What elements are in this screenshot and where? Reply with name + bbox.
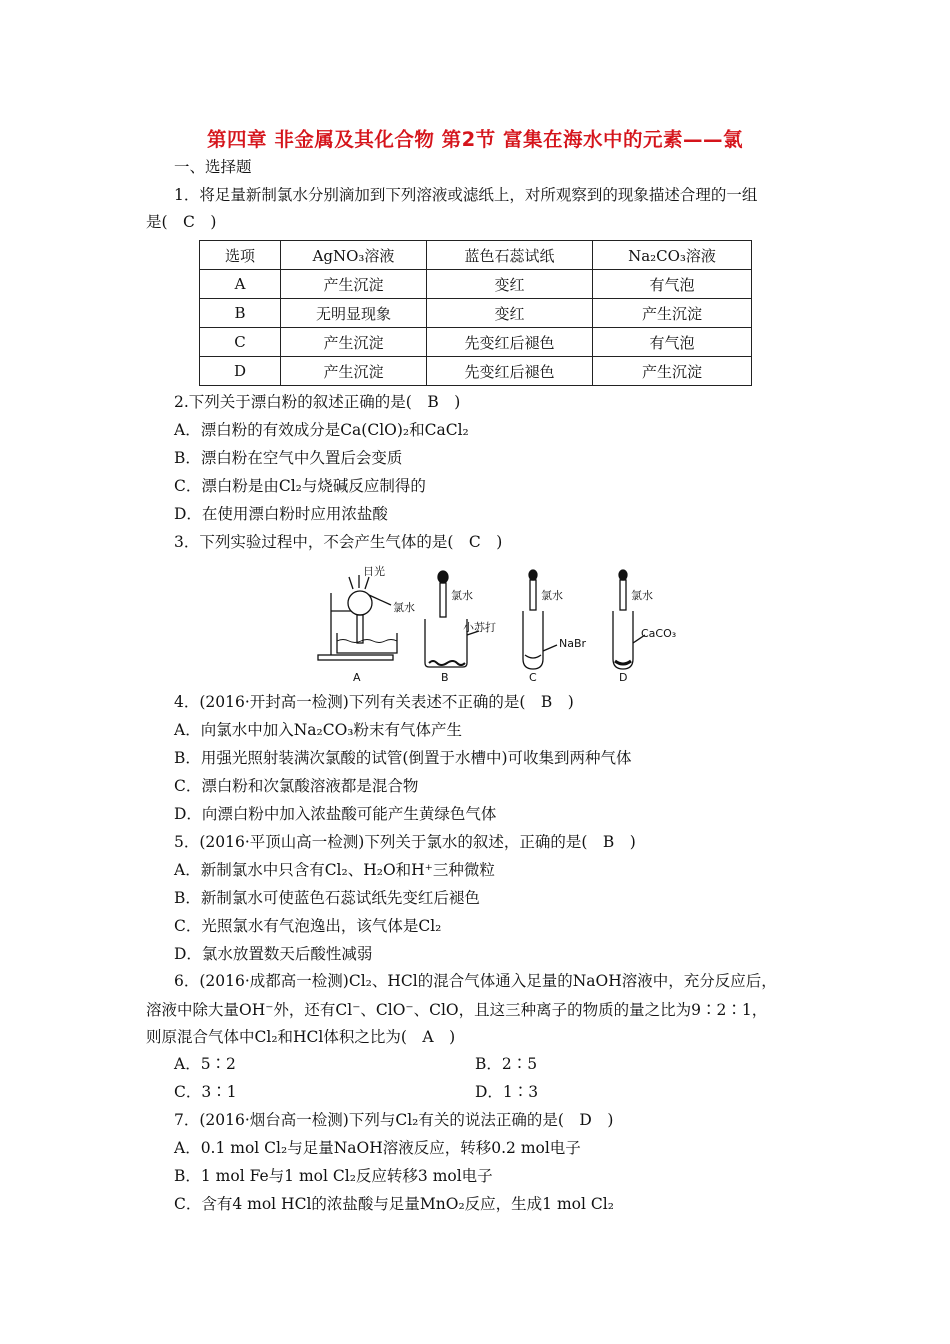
q5-option-b: B．新制氯水可使蓝色石蕊试纸先变红后褪色	[174, 889, 480, 907]
section-heading: 一、选择题	[174, 158, 252, 176]
water-basin	[337, 633, 397, 653]
q2-option-d: D．在使用漂白粉时应用浓盐酸	[174, 505, 388, 523]
table-cell: D	[200, 357, 281, 386]
q4-stem: 4．(2016·开封高一检测)下列有关表述不正确的是( B )	[174, 693, 574, 711]
table-cell: 有气泡	[593, 328, 752, 357]
q1-stem-cont: 是( C )	[146, 213, 217, 231]
q6-option-b: B．2∶5	[475, 1055, 538, 1073]
table-cell: 无明显现象	[281, 299, 427, 328]
table-row	[200, 299, 752, 328]
q2-option-a: A．漂白粉的有效成分是Ca(ClO)₂和CaCl₂	[174, 421, 469, 439]
q2-option-b: B．漂白粉在空气中久置后会变质	[174, 449, 403, 467]
chlorine-water-label: 氯水	[541, 589, 563, 602]
table-cell: 变红	[427, 299, 593, 328]
sunlight-label: 日光	[363, 565, 385, 578]
q4-option-a: A．向氯水中加入Na₂CO₃粉末有气体产生	[174, 721, 462, 739]
q2-option-c: C．漂白粉是由Cl₂与烧碱反应制得的	[174, 477, 426, 495]
table-cell: 先变红后褪色	[427, 328, 593, 357]
table-row	[200, 357, 752, 386]
q5-option-d: D．氯水放置数天后酸性减弱	[174, 945, 373, 963]
beaker	[425, 619, 467, 667]
figure-label-a: A	[353, 671, 361, 683]
q5-option-c: C．光照氯水有气泡逸出，该气体是Cl₂	[174, 917, 442, 935]
q6-option-a: A．5∶2	[174, 1055, 236, 1073]
table-cell: 有气泡	[593, 270, 752, 299]
q6-stem-cont: 则原混合气体中Cl₂和HCl体积之比为( A )	[146, 1028, 456, 1046]
figure-label-c: C	[529, 671, 537, 683]
q6-stem: 6．(2016·成都高一检测)Cl₂、HCl的混合气体通入足量的NaOH溶液中，充分反应后，	[174, 972, 777, 990]
table-header-cell: Na₂CO₃溶液	[593, 241, 752, 270]
baking-soda-label: 小苏打	[463, 621, 496, 634]
figure-label-b: B	[441, 671, 449, 683]
chlorine-water-label: 氯水	[451, 589, 473, 602]
table-cell: 变红	[427, 270, 593, 299]
q1-stem: 1．将足量新制氯水分别滴加到下列溶液或滤纸上，对所观察到的现象描述合理的一组	[174, 186, 758, 204]
q4-option-c: C．漂白粉和次氯酸溶液都是混合物	[174, 777, 419, 795]
figure-label-d: D	[619, 671, 628, 683]
table-cell: C	[200, 328, 281, 357]
q4-option-d: D．向漂白粉中加入浓盐酸可能产生黄绿色气体	[174, 805, 497, 823]
q7-option-c: C．含有4 mol HCl的浓盐酸与足量MnO₂反应，生成1 mol Cl₂	[174, 1195, 614, 1213]
q2-stem: 2.下列关于漂白粉的叙述正确的是( B )	[174, 393, 461, 411]
q5-stem: 5．(2016·平顶山高一检测)下列关于氯水的叙述，正确的是( B )	[174, 833, 636, 851]
flask	[348, 591, 372, 615]
table-header-cell: 蓝色石蕊试纸	[427, 241, 593, 270]
table-header-cell: AgNO₃溶液	[281, 241, 427, 270]
q3-apparatus-figure	[313, 563, 683, 683]
table-cell: 产生沉淀	[593, 357, 752, 386]
stand-base	[318, 655, 393, 660]
table-row	[200, 270, 752, 299]
table-cell: 产生沉淀	[281, 328, 427, 357]
q6-stem-cont: 溶液中除大量OH⁻外，还有Cl⁻、ClO⁻、ClO，且这三种离子的物质的量之比为9∶2∶1，	[146, 1001, 768, 1019]
q7-stem: 7．(2016·烟台高一检测)下列与Cl₂有关的说法正确的是( D )	[174, 1111, 614, 1129]
table-row	[200, 328, 752, 357]
q7-option-a: A．0.1 mol Cl₂与足量NaOH溶液反应，转移0.2 mol电子	[174, 1139, 581, 1157]
dropper-bulb	[438, 571, 448, 583]
nabr-label: NaBr	[559, 637, 587, 650]
table-cell: 产生沉淀	[281, 357, 427, 386]
table-cell: 先变红后褪色	[427, 357, 593, 386]
table-cell: 产生沉淀	[281, 270, 427, 299]
page-title: 第四章 非金属及其化合物 第2节 富集在海水中的元素——氯	[207, 128, 743, 151]
q5-option-a: A．新制氯水中只含有Cl₂、H₂O和H⁺三种微粒	[174, 861, 495, 879]
q6-option-c: C．3∶1	[174, 1083, 237, 1101]
chlorine-water-label: 氯水	[393, 601, 415, 614]
caco3-label: CaCO₃	[641, 627, 677, 640]
table-header-cell: 选项	[200, 241, 281, 270]
q1-table	[199, 240, 752, 386]
table-cell: A	[200, 270, 281, 299]
q6-option-d: D．1∶3	[475, 1083, 539, 1101]
q7-option-b: B．1 mol Fe与1 mol Cl₂反应转移3 mol电子	[174, 1167, 493, 1185]
table-cell: 产生沉淀	[593, 299, 752, 328]
table-header-row	[200, 241, 752, 270]
q3-stem: 3．下列实验过程中，不会产生气体的是( C )	[174, 533, 503, 551]
chlorine-water-label: 氯水	[631, 589, 653, 602]
table-cell: B	[200, 299, 281, 328]
q4-option-b: B．用强光照射装满次氯酸的试管(倒置于水槽中)可收集到两种气体	[174, 749, 632, 767]
test-tube	[523, 611, 543, 669]
